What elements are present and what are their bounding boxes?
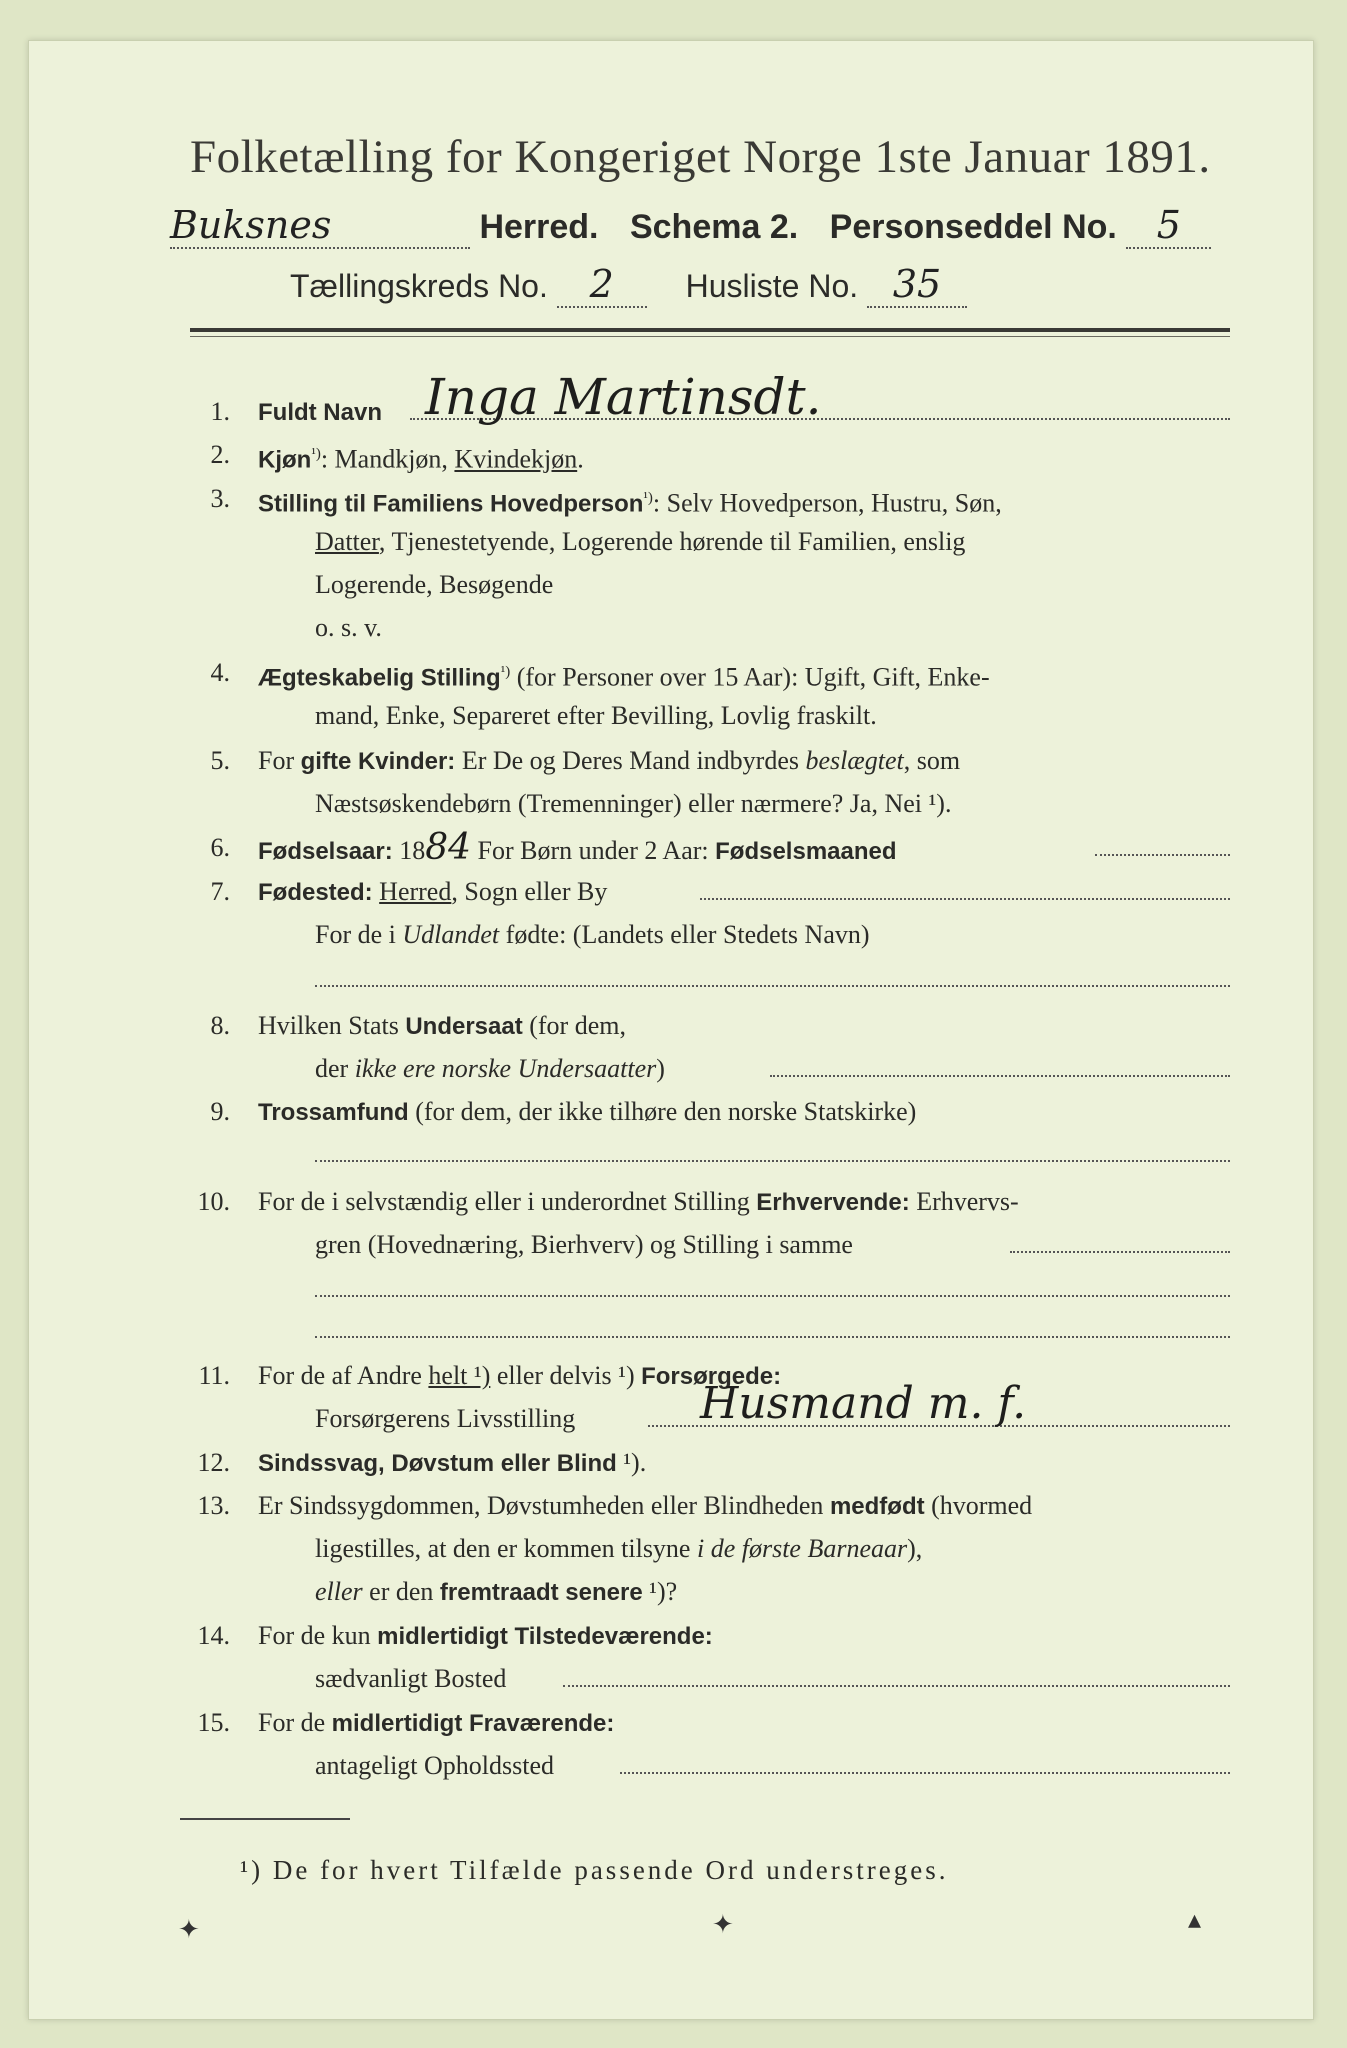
q10-answer-line1 [1010,1251,1230,1253]
q15-line2: antageligt Opholdssted [315,1751,555,1780]
q14-line2: sædvanligt Bosted [315,1664,507,1693]
q10-line2: gren (Hovednæring, Bierhverv) og Stilling i samme [315,1230,853,1259]
q8-number: 8. [210,1011,230,1040]
q5-number: 5. [210,746,230,775]
q10-number: 10. [197,1187,230,1216]
q6-number: 6. [210,833,230,862]
registration-mark-center: ✦ [712,1910,734,1940]
q1-number: 1. [210,397,230,426]
q15-number: 15. [197,1708,230,1737]
registration-mark-left: ✦ [178,1915,200,1945]
q13-line1: Er Sindssygdommen, Døvstumheden eller Blindheden medfødt (hvormed [258,1491,1033,1520]
q11-selected-option: helt ¹) [428,1361,491,1390]
q9-number: 9. [210,1097,230,1126]
q2-text: Kjøn$^{^1)}$: Mandkjøn, Kvindekjøn. [258,444,584,474]
footnote: ¹) De for hvert Tilfælde passende Ord understreges. [240,1855,949,1885]
q6-line: Fødselsaar: 1884 For Børn under 2 Aar: Fødselsmaaned [258,827,897,868]
q4-number: 4. [210,658,230,687]
q3-line1: Stilling til Familiens Hovedperson$^{^1)}$: Selv Hovedperson, Hustru, Søn, [258,488,1002,518]
q14-answer-line [563,1685,1230,1687]
kreds-number: 2 [557,262,647,308]
q13-line3: eller er den fremtraadt senere ¹)? [315,1577,678,1606]
q1-answer-handwritten: Inga Martinsdt. [425,368,822,426]
personseddel-label: Personseddel No. [829,208,1117,246]
q11-number: 11. [198,1361,230,1390]
q2-selected-option: Kvindekjøn [454,444,578,474]
q8-line2: der ikke ere norske Undersaatter) [315,1054,665,1083]
footnote-rule [180,1818,350,1820]
q5-line1: For gifte Kvinder: Er De og Deres Mand indbyrdes beslægtet, som [258,746,961,775]
kreds-line [290,262,1150,308]
q13-number: 13. [197,1491,230,1520]
q10-line1: For de i selvstændig eller i underordnet Stilling Erhvervende: Erhvervs- [258,1187,1019,1216]
q7-line2: For de i Udlandet fødte: (Landets eller Stedets Navn) [315,920,870,949]
q9-line: Trossamfund (for dem, der ikke tilhøre den norske Statskirke) [258,1097,917,1126]
q2-number: 2. [210,440,230,469]
q11-answer-handwritten: Husmand m. f. [700,1378,1027,1429]
schema-label: Schema 2. [629,208,799,246]
q14-number: 14. [197,1621,230,1650]
q8-line1: Hvilken Stats Undersaat (for dem, [258,1011,626,1040]
q9-answer-line [315,1160,1230,1162]
q3-line4: o. s. v. [315,613,382,642]
form-title: Folketælling for Kongeriget Norge 1ste Januar 1891. [190,131,1211,183]
q10-answer-line3 [315,1336,1230,1338]
q8-answer-line [770,1075,1230,1077]
q13-line2: ligestilles, at den er kommen tilsyne i de første Barneaar), [315,1534,923,1563]
header-rule-thin [190,336,1230,337]
q12-line: Sindssvag, Døvstum eller Blind ¹). [258,1448,647,1477]
herred-name-handwritten: Buksnes [170,203,470,249]
q7-line1: Fødested: Herred, Sogn eller By [258,877,608,906]
kreds-label: Tællingskreds No. [290,268,548,304]
q10-answer-line2 [315,1295,1230,1297]
q7-number: 7. [210,877,230,906]
q1-label: Fuldt Navn [258,399,382,426]
q3-selected-option: Datter [315,527,379,556]
q11-line2: Forsørgerens Livsstilling [315,1404,576,1433]
q15-line1: For de midlertidigt Fraværende: [258,1708,615,1737]
q7-selected-option: Herred [379,877,452,906]
q4-line2: mand, Enke, Separeret efter Bevilling, Lovlig fraskilt. [315,701,877,730]
q14-line1: For de kun midlertidigt Tilstedeværende: [258,1621,713,1650]
q5-line2: Næstsøskendebørn (Tremenninger) eller nærmere? Ja, Nei ¹). [315,789,952,818]
q3-number: 3. [210,484,230,513]
q7-answer-line [700,898,1230,900]
q6-month-line [1095,854,1230,856]
q7-foreign-line [315,985,1230,987]
q3-line3: Logerende, Besøgende [315,570,554,599]
q4-line1: Ægteskabelig Stilling$^{^1)}$ (for Personer over 15 Aar): Ugift, Gift, Enke- [258,662,990,692]
personseddel-number: 5 [1126,203,1211,249]
husliste-label: Husliste No. [685,268,859,304]
registration-mark-right: ▴ [1188,1905,1202,1935]
q12-number: 12. [197,1448,230,1477]
q15-answer-line [620,1772,1230,1774]
herred-line [170,203,1240,249]
q6-birthyear-handwritten: 84 [425,827,472,868]
q11-line1: For de af Andre helt ¹) eller delvis ¹) Forsørgede: [258,1361,782,1390]
q3-line2: Datter, Tjenestetyende, Logerende hørende til Familien, enslig [315,527,966,556]
husliste-number: 35 [867,262,967,308]
header-rule-thick [190,328,1230,332]
herred-label: Herred. [479,208,599,246]
